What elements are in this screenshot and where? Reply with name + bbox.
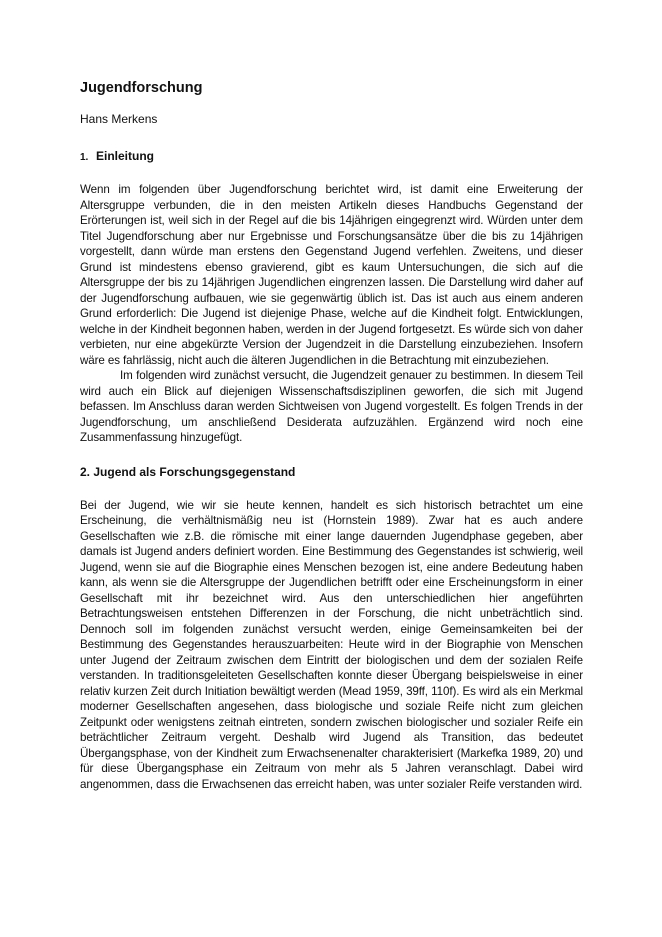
section-title: Einleitung xyxy=(96,149,154,163)
document-title: Jugendforschung xyxy=(80,80,203,96)
section-number: 2. xyxy=(80,464,91,479)
section-heading-jugend xyxy=(80,464,583,480)
section-heading-einleitung xyxy=(80,148,583,166)
paragraph: Im folgenden wird zunächst versucht, die Jugendzeit genauer zu bestimmen. In diesem Teil wird auch ein Blick auf diejenigen Wissenschaftsdisziplinen geworfen, die sich mit Jugend befassen. Im Anschluss daran werden Sichtweisen von Jugend vorgestellt. Es folgen Trends in der Jugendforschung, um anschließend Desiderata aufzuzählen. Ergänzend wird noch eine Zusammenfassung hinzugefügt. xyxy=(80,369,583,444)
paragraph: Wenn im folgenden über Jugendforschung berichtet wird, ist damit eine Erweiterung der Altersgruppe verbunden, die in den meisten Artikeln dieses Handbuchs Gegenstand der Erörterungen ist, weil sich in der Regel auf die bis 14jährigen eingegrenzt wird. Würden unter dem Titel Jugendforschung aber nur Ergebnisse und Forschungsansätze über die bis zu 14jährigen vorgestellt, dann würde man erstens den Gegenstand Jugend verfehlen. Zweitens, und dieser Grund ist mindestens ebenso gravierend, gibt es kaum Untersuchungen, die sich auf die Altersgruppe der bis zu 14jährigen Jugendlichen eingrenzen lassen. Die Darstellung wird daher auf der Jugendforschung aufbauen, wie sie gegenwärtig üblich ist. Das ist auch aus einem anderen Grund erforderlich: Die Jugend ist diejenige Phase, welche auf die Kindheit folgt. Entwicklungen, welche in der Kindheit begonnen haben, werden in der Jugend fortgesetzt. Es würde sich von daher verbieten, nur eine abgekürzte Version der Jugendzeit in die Darstellung einzubeziehen. Insofern wäre es fahrlässig, nicht auch die älteren Jugendlichen in die Betrachtung mit einzubeziehen. xyxy=(80,183,583,367)
paragraph: Bei der Jugend, wie wir sie heute kennen, handelt es sich historisch betrachtet um eine Erscheinung, die verhältnismäßig neu ist (Hornstein 1989). Zwar hat es auch andere Gesellschaften wie z.B. die römische mit einer lange dauernden Jugendphase gegeben, aber damals ist Jugend anders definiert worden. Eine Bestimmung des Gegenstandes ist schwierig, weil Jugend, wenn sie auf die Biographie eines Menschen bezogen ist, eine andere Bedeutung haben kann, als wenn sie die Altersgruppe der Jugendlichen betrifft oder eine Erscheinungsform in einer Gesellschaft mit ihr bezeichnet wird. Aus den unterschiedlichen hier angeführten Betrachtungsweisen entstehen Differenzen in der Forschung, die nicht unbeträchtlich sind. Dennoch soll im folgenden zunächst versucht werden, einige Gemeinsamkeiten bei der Bestimmung des Gegenstandes herauszuarbeiten: Heute wird in der Biographie von Menschen unter Jugend der Zeitraum zwischen dem Eintritt der biologischen und dem der sozialen Reife verstanden. In traditionsgeleiteten Gesellschaften konnte dieser Übergang beispielsweise in einer relativ kurzen Zeit durch Initiation bewältigt werden (Mead 1959, 39ff, 110f). Es wird als ein Merkmal moderner Gesellschaften angesehen, dass biologische und soziale Reife nicht zum gleichen Zeitpunkt oder wenigstens zeitnah eintreten, sondern zwischen biologischer und sozialer Reife ein beträchtlicher Zeitraum vergeht. Deshalb wird Jugend als Transition, das bedeutet Übergangsphase, von der Kindheit zum Erwachsenenalter charakterisiert (Markefka 1989, 20) und für diese Übergangsphase ein Zeitraum von mehr als 5 Jahren veranschlagt. Dabei wird angenommen, dass die Erwachsenen das erreicht haben, was unter sozialer Reife verstanden wird. xyxy=(80,498,583,791)
document-page xyxy=(80,78,583,792)
section-number: 1. xyxy=(80,152,89,163)
section-title: Jugend als Forschungsgegenstand xyxy=(93,464,296,479)
document-author: Hans Merkens xyxy=(80,112,158,126)
